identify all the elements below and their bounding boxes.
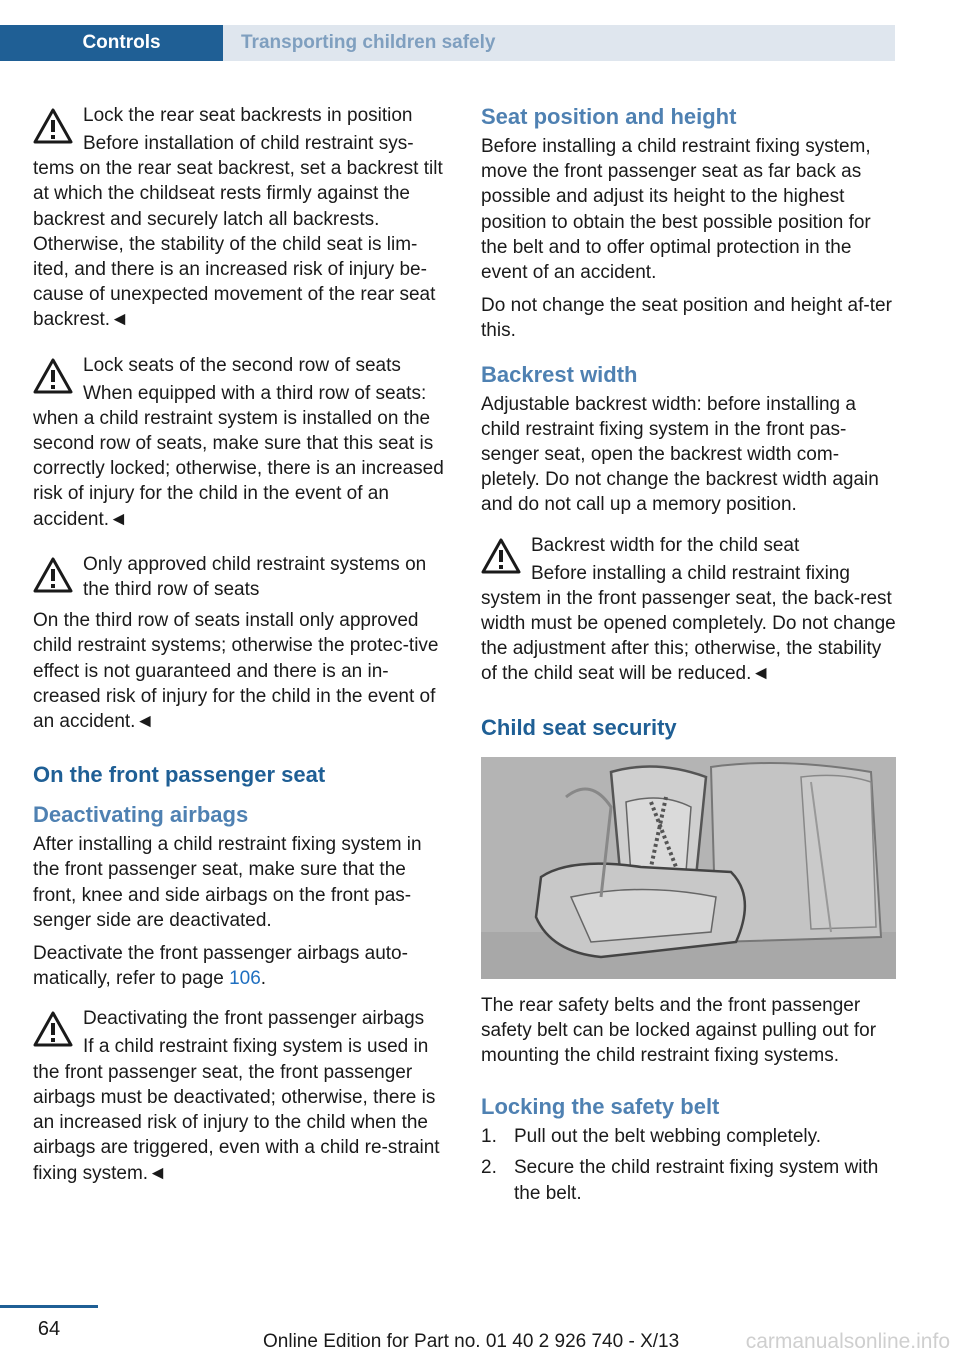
warning-title: Deactivating the front passenger airbags [83,1008,425,1030]
warning-body: Before installation of child restraint sys‐tems on the rear seat backrest, set a backrest tilt at which the childseat rests firmly against the backrest and securely latch all backrests. Otherwise, the stability of the child seat is lim‐ited, and there is an increased risk of injury be‐cause of unexpected movement of the rear seat backrest.◄ [33,133,443,331]
warning-second-row [33,350,448,532]
warning-triangle-icon [33,557,73,593]
heading-backrest-width: Backrest width [481,361,638,387]
warning-body: Before installing a child restraint fixing system in the front passenger seat, the back‐rest width must be opened completely. Do not change the adjustment after this; otherwise, the stability of the child seat will be reduced.◄ [481,562,896,685]
warning-third-row [33,549,448,734]
warning-title: Only approved child restraint systems on the third row of seats [83,553,427,601]
page-link[interactable]: 106 [229,968,261,990]
warning-triangle-icon [33,108,73,144]
heading-seat-position: Seat position and height [481,104,737,129]
child-seat-drawing [481,757,896,979]
page-number: 64 [37,1318,61,1340]
warning-triangle-icon [33,1011,73,1047]
page-header [0,25,895,61]
warning-title: Backrest width for the child seat [531,534,800,556]
section-label: Controls [82,32,161,53]
heading-front-passenger: On the front passenger seat [33,762,326,788]
left-column [33,100,448,1203]
paragraph: Deactivate the front passenger airbags auto‐matically, refer to page 106. [33,943,408,990]
paragraph: Do not change the seat position and height af‐ter this. [481,295,892,342]
warning-deactivating-airbags [33,1003,448,1185]
warning-body: When equipped with a third row of seats: when a child restraint system is installed on the second row of seats, make sure that this seat is correctly locked; otherwise, there is an increased risk of injury for the child in the event of an accident.◄ [33,382,444,530]
paragraph: Before installing a child restraint fixing system, move the front passenger seat as far back as possible and adjust its height to the highest position to obtain the best possible position for the belt and to offer optimal protection in the event of an accident. [481,136,871,284]
paragraph: After installing a child restraint fixing system in the front passenger seat, make sure that the front, knee and side airbags on the front pas‐senger side are deactivated. [33,834,422,931]
warning-body: On the third row of seats install only approved child restraint systems; otherwise the protec‐tive effect is not guaranteed and there is an in‐creased risk of injury for the child in the event of an accident.◄ [33,610,439,733]
child-seat-illustration [481,757,896,979]
steps-list [481,1124,896,1206]
paragraph: Adjustable backrest width: before installing a child restraint fixing system in the front pas‐senger seat, open the backrest width com‐pletely. Do not change the backrest width again and do not call up a memory position. [481,393,879,516]
edition-text: Online Edition for Part no. 01 40 2 926 740 - X/13 [263,1331,680,1352]
paragraph: The rear safety belts and the front passenger safety belt can be locked against pulling out for mounting the child restraint fixing systems. [481,994,877,1067]
warning-body: If a child restraint fixing system is used in the front passenger seat, the front passenger airbags must be deactivated; otherwise, there is an increased risk of injury to the child when the airbags are triggered, even with a child re‐straint fixing system.◄ [33,1036,440,1184]
list-item: 2. Secure the child restraint fixing system with the belt. [481,1157,879,1204]
warning-backrest-width [481,530,896,687]
warning-title: Lock seats of the second row of seats [83,354,401,376]
section-tab [0,25,223,61]
watermark: carmanualsonline.info [745,1330,950,1353]
warning-triangle-icon [33,358,73,394]
list-item: 1. Pull out the belt webbing completely. [481,1126,821,1148]
warning-title: Lock the rear seat backrests in position [83,105,413,126]
heading-locking-safety-belt: Locking the safety belt [481,1094,720,1120]
heading-deactivating-airbags: Deactivating airbags [33,802,249,828]
heading-child-seat-security: Child seat security [481,714,677,740]
footer-rule [0,1305,98,1308]
warning-triangle-icon [481,538,521,574]
warning-backrest-lock [33,100,448,333]
right-column [481,100,896,1212]
chapter-title: Transporting children safely [223,25,895,61]
